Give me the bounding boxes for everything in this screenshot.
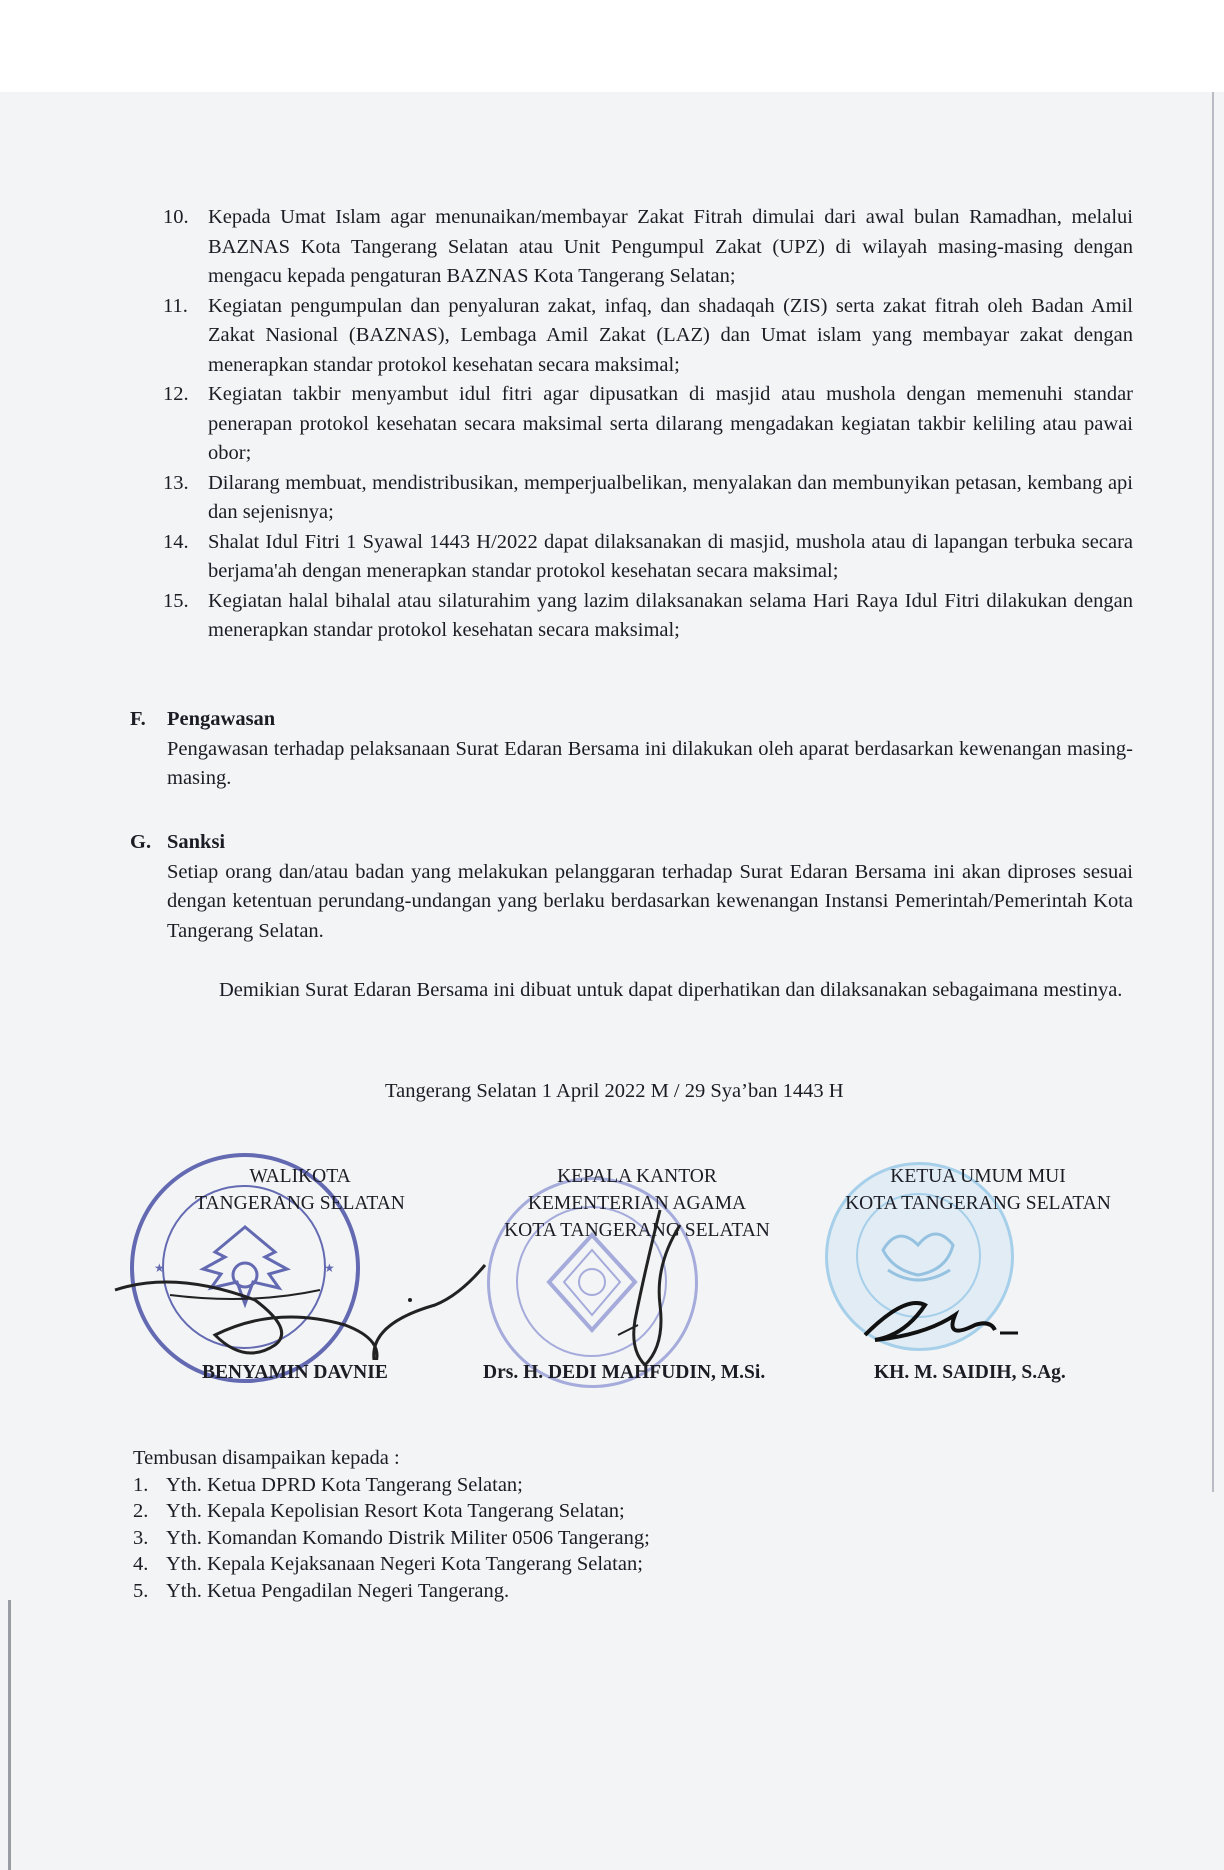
section-heading [130, 828, 1133, 858]
item-text: Yth. Ketua DPRD Kota Tangerang Selatan; [166, 1473, 523, 1496]
item-number: 11. [163, 294, 188, 317]
place-date: Tangerang Selatan 1 April 2022 M / 29 Sya’ban 1443 H [385, 1080, 844, 1102]
signatory-title: WALIKOTA [249, 1166, 351, 1187]
item-number: 3. [133, 1526, 149, 1549]
signatory-name: KH. M. SAIDIH, S.Ag. [874, 1362, 1066, 1383]
signatory-title: KETUA UMUM MUI [890, 1166, 1066, 1187]
list-item [163, 292, 1133, 381]
svg-text:★: ★ [324, 1261, 335, 1275]
item-number: 10. [163, 206, 189, 228]
list-item [133, 1472, 650, 1499]
scan-top-margin [0, 0, 1224, 92]
signatory-mui [822, 1163, 1134, 1383]
section-body: Pengawasan terhadap pelaksanaan Surat Edaran Bersama ini dilakukan oleh aparat berdasarkan kewenangan masing-masing. [167, 737, 1133, 789]
walikota-signature-icon [110, 1250, 490, 1360]
item-text: Kegiatan pengumpulan dan penyaluran zakat, infaq, dan shadaqah (ZIS) serta zakat fitrah oleh Badan Amil Zakat Nasional (BAZNAS), Lembaga Amil Zakat (LAZ) dan Umat islam yang membayar zakat dengan menerapkan standar protokol kesehatan secara maksimal; [208, 294, 1133, 376]
item-number: 5. [133, 1579, 149, 1602]
signatory-title: KEPALA KANTOR [557, 1166, 717, 1187]
signatory-title: KOTA TANGERANG SELATAN [845, 1193, 1111, 1214]
closing-paragraph: Demikian Surat Edaran Bersama ini dibuat untuk dapat diperhatikan dan dilaksanakan sebagaimana mestinya. [219, 979, 1123, 1001]
mui-signature-icon [860, 1295, 1030, 1355]
copies-section [133, 1445, 650, 1604]
scan-edge-right [1212, 92, 1214, 1492]
list-item [163, 528, 1133, 587]
section-letter: G. [130, 831, 152, 853]
item-number: 1. [133, 1473, 149, 1496]
signatory-title: TANGERANG SELATAN [195, 1193, 405, 1214]
item-text: Yth. Kepala Kepolisian Resort Kota Tangerang Selatan; [166, 1500, 625, 1522]
section-pengawasan [130, 705, 1133, 794]
signatory-name: Drs. H. DEDI MAHFUDIN, M.Si. [483, 1362, 766, 1383]
svg-text:★: ★ [154, 1261, 165, 1275]
copies-list [133, 1472, 650, 1605]
list-item [133, 1578, 650, 1605]
item-text: Kegiatan takbir menyambut idul fitri agar dipusatkan di masjid atau mushola dengan memenuhi standar penerapan protokol kesehatan secara maksimal serta dilarang mengadakan kegiatan takbir keliling atau pawai obor; [208, 383, 1133, 464]
item-text: Yth. Kepala Kejaksanaan Negeri Kota Tangerang Selatan; [166, 1553, 643, 1575]
section-title: Sanksi [167, 831, 226, 853]
signatory-walikota [150, 1163, 450, 1383]
section-letter: F. [130, 708, 146, 730]
item-text: Yth. Komandan Komando Distrik Militer 0506 Tangerang; [166, 1526, 650, 1549]
item-number: 2. [133, 1500, 149, 1522]
section-title: Pengawasan [167, 708, 276, 730]
copies-heading: Tembusan disampaikan kepada : [133, 1447, 400, 1469]
list-item [163, 469, 1133, 528]
regulation-list [163, 203, 1133, 646]
section-body: Setiap orang dan/atau badan yang melakukan pelanggaran terhadap Surat Edaran Bersama ini akan diproses sesuai dengan ketentuan perundang-undangan yang berlaku berdasarkan kewenangan Instansi Pemerintah/Pemerintah Kota Tangerang Selatan. [167, 860, 1133, 942]
list-item [133, 1525, 650, 1552]
signatory-title: KOTA TANGERANG SELATAN [504, 1220, 770, 1241]
signatory-title: KEMENTERIAN AGAMA [527, 1193, 747, 1214]
signatory-name: BENYAMIN DAVNIE [202, 1362, 388, 1383]
item-text: Yth. Ketua Pengadilan Negeri Tangerang. [166, 1579, 510, 1602]
list-item [163, 587, 1133, 646]
list-item [133, 1498, 650, 1525]
list-item [163, 203, 1133, 292]
list-item [163, 380, 1133, 469]
scan-edge-left [8, 1600, 11, 1870]
item-number: 13. [163, 471, 189, 494]
section-sanksi [130, 828, 1133, 946]
item-text: Kegiatan halal bihalal atau silaturahim yang lazim dilaksanakan selama Hari Raya Idul Fitri dilakukan dengan menerapkan standar protokol kesehatan secara maksimal; [208, 589, 1133, 641]
item-text: Kepada Umat Islam agar menunaikan/membayar Zakat Fitrah dimulai dari awal bulan Ramadhan, melalui BAZNAS Kota Tangerang Selatan atau Unit Pengumpul Zakat (UPZ) di wilayah masing-masing dengan mengacu kepada pengaturan BAZNAS Kota Tangerang Selatan; [208, 206, 1133, 287]
item-text: Dilarang membuat, mendistribusikan, memperjualbelikan, menyalakan dan membunyikan petasan, kembang api dan sejenisnya; [208, 471, 1133, 523]
item-number: 15. [163, 589, 189, 612]
kemenag-signature-icon [580, 1205, 700, 1375]
item-text: Shalat Idul Fitri 1 Syawal 1443 H/2022 dapat dilaksanakan di masjid, mushola atau di lapangan terbuka secara berjama'ah dengan menerapkan standar protokol kesehatan secara maksimal; [208, 530, 1133, 582]
item-number: 12. [163, 383, 189, 405]
item-number: 14. [163, 530, 189, 553]
item-number: 4. [133, 1553, 149, 1575]
section-heading [130, 705, 1133, 735]
list-item [133, 1551, 650, 1578]
